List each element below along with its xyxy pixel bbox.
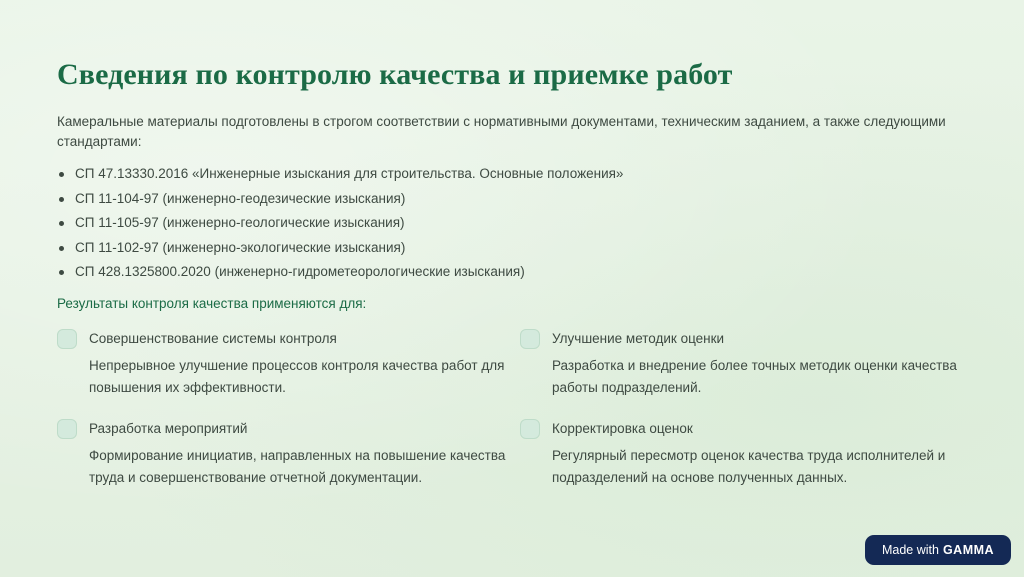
intro-paragraph: Камеральные материалы подготовлены в строгом соответствии с нормативными документами, техническим заданием, а также следующими стандартами:	[57, 114, 946, 149]
card-description: Непрерывное улучшение процессов контроля качества работ для повышения их эффективности.	[89, 358, 505, 395]
card-title: Разработка мероприятий	[89, 421, 248, 436]
list-item	[57, 238, 623, 263]
card-title: Улучшение методик оценки	[552, 331, 725, 346]
card-title: Корректировка оценок	[552, 421, 693, 436]
standard-label: СП 428.1325800.2020 (инженерно-гидрометеорологические изыскания)	[75, 264, 525, 279]
standard-label: СП 11-104-97 (инженерно-геодезические изыскания)	[75, 190, 406, 206]
card-description: Формирование инициатив, направленных на повышение качества труда и совершенствование отчетной документации.	[89, 448, 506, 485]
results-heading: Результаты контроля качества применяются для:	[57, 296, 367, 311]
standards-list	[57, 164, 623, 287]
slide	[57, 0, 987, 577]
gamma-logo: GAMMA	[942, 543, 995, 557]
standard-label: СП 11-102-97 (инженерно-экологические изыскания)	[75, 239, 406, 255]
checkbox-icon	[520, 419, 540, 439]
slide-title: Сведения по контролю качества и приемке работ	[57, 58, 733, 91]
card-title: Совершенствование системы контроля	[89, 331, 337, 346]
checkbox-icon	[520, 329, 540, 349]
bullet-icon	[59, 197, 64, 202]
checkbox-icon	[57, 329, 77, 349]
bullet-icon	[59, 172, 64, 177]
standard-label: СП 47.13330.2016 «Инженерные изыскания для строительства. Основные положения»	[75, 166, 624, 181]
bullet-icon	[59, 246, 64, 251]
list-item	[57, 164, 623, 189]
list-item	[57, 189, 623, 214]
checkbox-icon	[57, 419, 77, 439]
list-item	[57, 262, 623, 287]
badge-prefix: Made with	[881, 543, 939, 557]
card-description: Регулярный пересмотр оценок качества труда исполнителей и подразделений на основе полученных данных.	[552, 448, 946, 485]
list-item	[57, 213, 623, 238]
bullet-icon	[59, 221, 64, 226]
card-description: Разработка и внедрение более точных методик оценки качества работы подразделений.	[552, 358, 957, 395]
made-with-gamma-button[interactable]	[865, 535, 1011, 565]
standard-label: СП 11-105-97 (инженерно-геологические изыскания)	[75, 215, 405, 230]
bullet-icon	[59, 270, 64, 275]
